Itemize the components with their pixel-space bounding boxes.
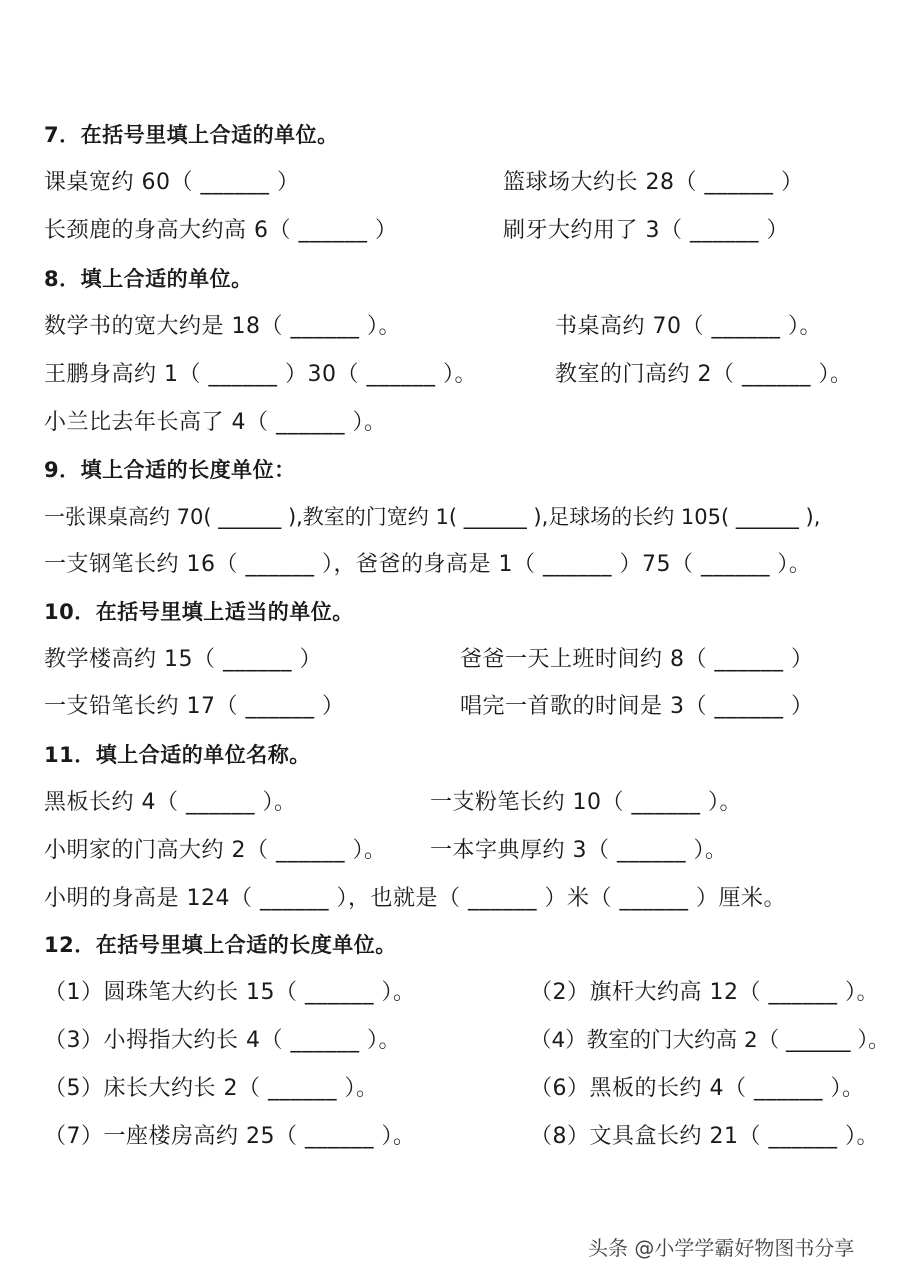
q12-item-6: （6）黑板的长约 4（ ______ ）。 <box>530 1076 865 1101</box>
q9-item-a: 一张课桌高约 70( ______ ),教室的门宽约 1( ______ ),足球场的长约 105( ______ ), <box>44 505 821 529</box>
q12-item-4: （4）教室的门大约高 2（ ______ ）。 <box>530 1028 890 1053</box>
q11-heading: 11．填上合适的单位名称。 <box>44 743 311 767</box>
q9-item-b: 一支钢笔长约 16（ ______ ），爸爸的身高是 1（ ______ ）75（ ______ ）。 <box>44 552 812 577</box>
q8-item-c: 王鹏身高约 1（ ______ ）30（ ______ ）。 <box>44 362 477 387</box>
q11-item-b: 一支粉笔长约 10（ ______ ）。 <box>430 790 742 815</box>
q8-item-a: 数学书的宽大约是 18（ ______ ）。 <box>44 314 401 339</box>
q8-heading: 8．填上合适的单位。 <box>44 267 253 291</box>
q10-item-c: 一支铅笔长约 17（ ______ ） <box>44 694 345 719</box>
q12-item-7: （7）一座楼房高约 25（ ______ ）。 <box>44 1124 416 1149</box>
watermark: 头条 @小学学霸好物图书分享 <box>588 1236 855 1260</box>
q11-item-c: 小明家的门高大约 2（ ______ ）。 <box>44 838 387 863</box>
q11-item-a: 黑板长约 4（ ______ ）。 <box>44 790 297 815</box>
q10-item-b: 爸爸一天上班时间约 8（ ______ ） <box>460 647 814 672</box>
q7-heading: 7．在括号里填上合适的单位。 <box>44 123 339 147</box>
q7-item-c: 长颈鹿的身高大约高 6（ ______ ） <box>44 218 398 243</box>
q9-heading: 9．填上合适的长度单位： <box>44 458 296 482</box>
q11-item-e: 小明的身高是 124（ ______ ），也就是（ ______ ）米（ ______ ）厘米。 <box>44 886 786 911</box>
q7-item-b: 篮球场大约长 28（ ______ ） <box>503 170 804 195</box>
q12-item-8: （8）文具盒长约 21（ ______ ）。 <box>530 1124 879 1149</box>
q10-item-a: 教学楼高约 15（ ______ ） <box>44 647 322 672</box>
q10-item-d: 唱完一首歌的时间是 3（ ______ ） <box>460 694 814 719</box>
q12-item-2: （2）旗杆大约高 12（ ______ ）。 <box>530 980 879 1005</box>
q7-item-a: 课桌宽约 60（ ______ ） <box>44 170 300 195</box>
q7-item-d: 刷牙大约用了 3（ ______ ） <box>503 218 789 243</box>
q12-item-3: （3）小拇指大约长 4（ ______ ）。 <box>44 1028 401 1053</box>
q8-item-d: 教室的门高约 2（ ______ ）。 <box>555 362 853 387</box>
q12-heading: 12．在括号里填上合适的长度单位。 <box>44 933 397 957</box>
q8-item-e: 小兰比去年长高了 4（ ______ ）。 <box>44 410 387 435</box>
q12-item-5: （5）床长大约长 2（ ______ ）。 <box>44 1076 379 1101</box>
q11-item-d: 一本字典厚约 3（ ______ ）。 <box>430 838 728 863</box>
q12-item-1: （1）圆珠笔大约长 15（ ______ ）。 <box>44 980 416 1005</box>
q10-heading: 10．在括号里填上适当的单位。 <box>44 600 354 624</box>
q8-item-b: 书桌高约 70（ ______ ）。 <box>555 314 822 339</box>
